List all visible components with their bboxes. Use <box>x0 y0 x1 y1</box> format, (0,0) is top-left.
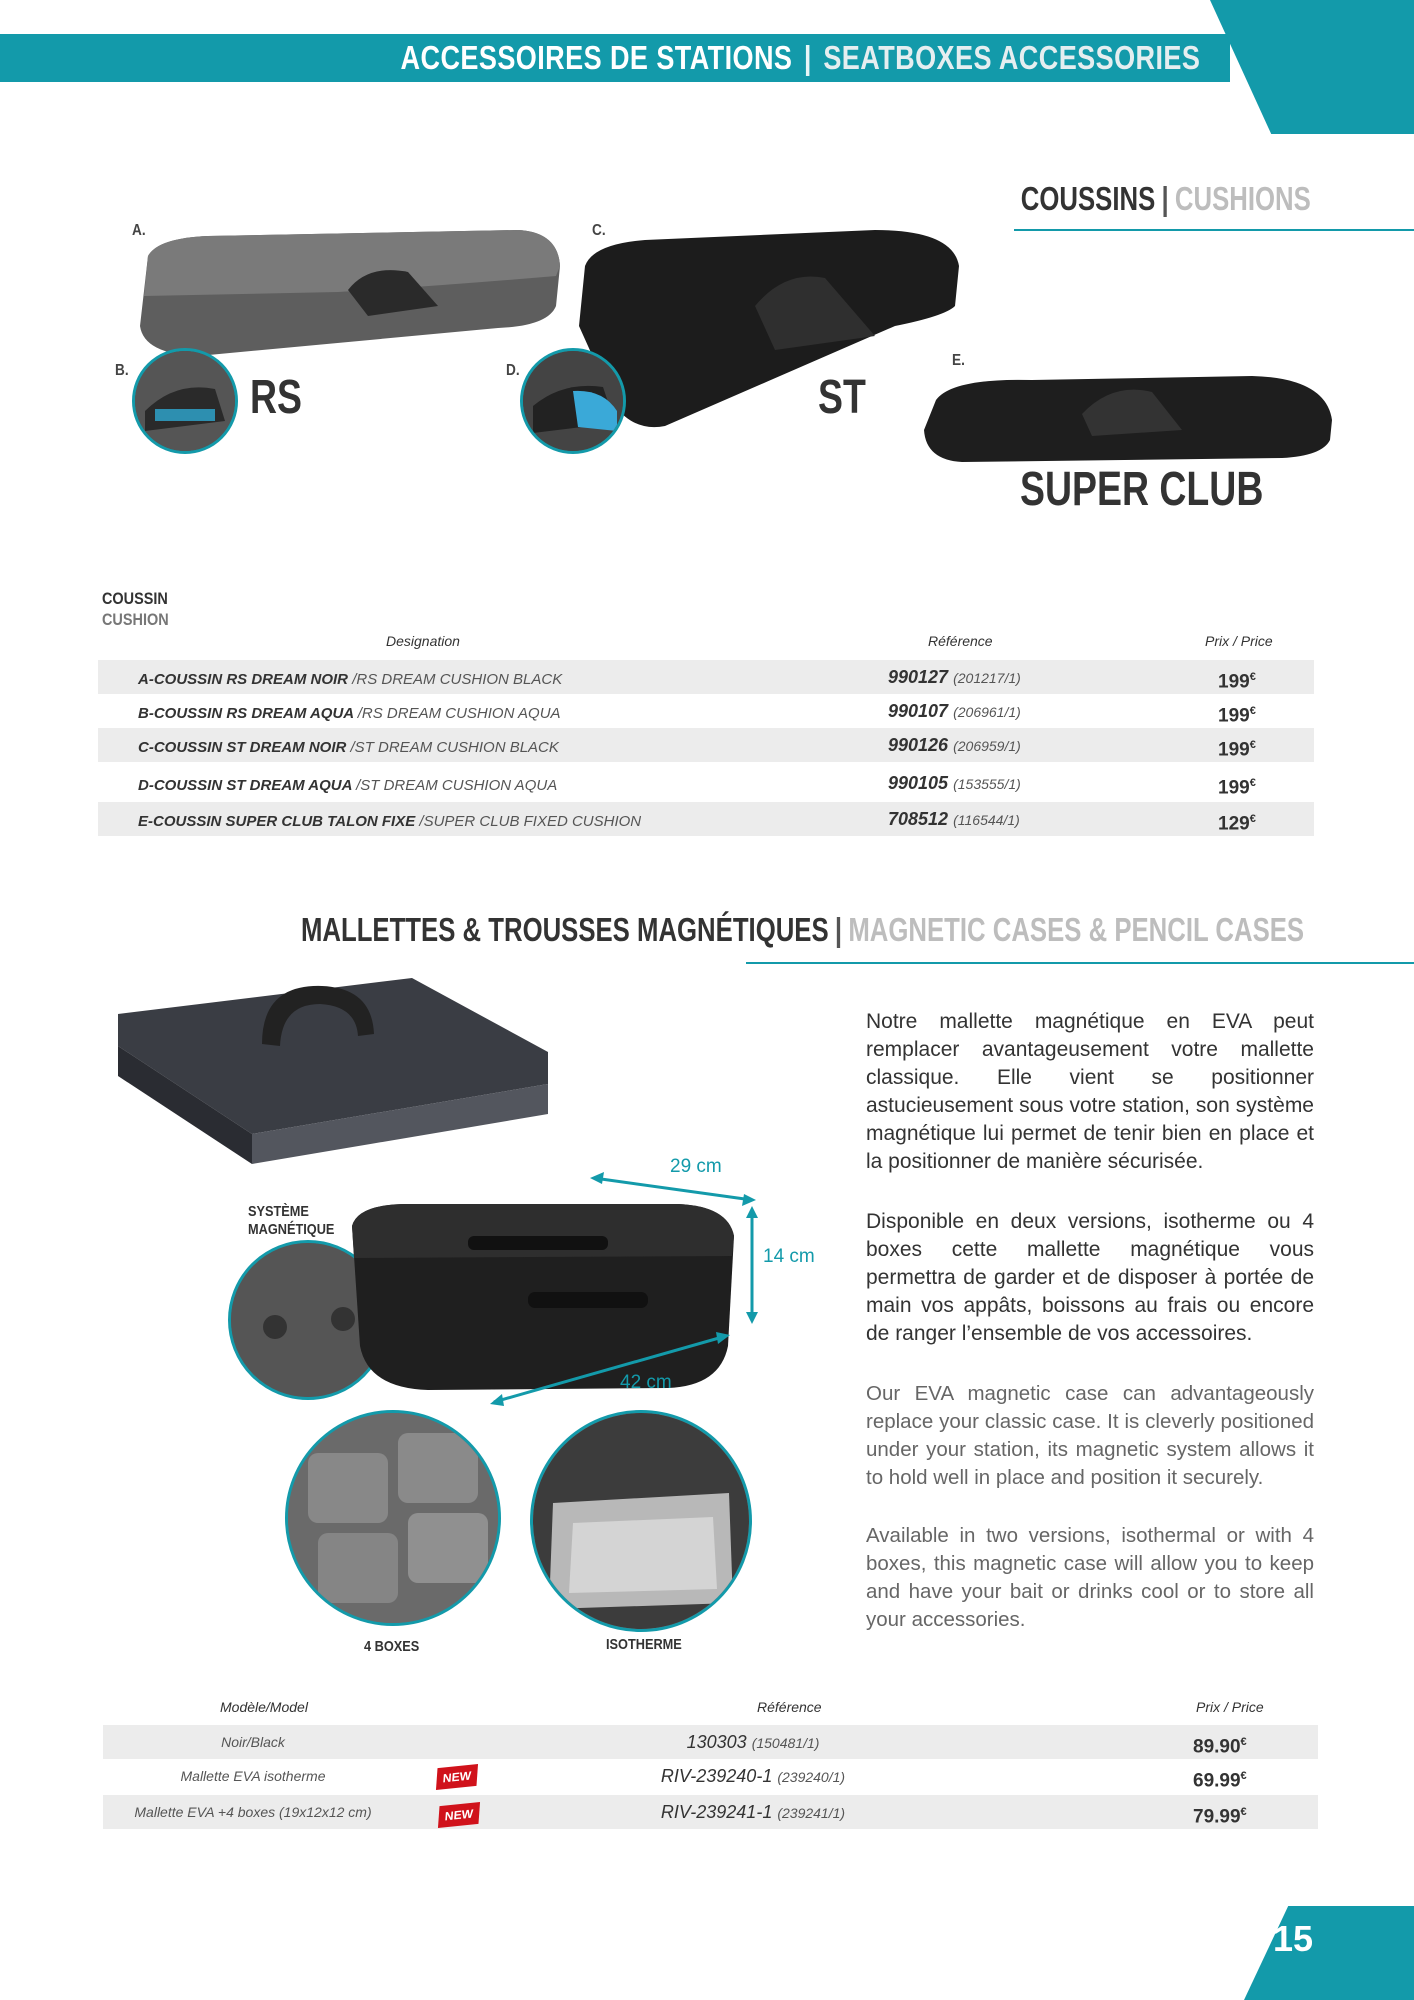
new-badge: NEW <box>438 1802 480 1828</box>
row-currency: € <box>1240 1806 1247 1818</box>
cushion-table-caption <box>102 588 169 630</box>
row-model: Mallette EVA +4 boxes (19x12x12 cm) <box>134 1804 372 1820</box>
row-designation-en: /SUPER CLUB FIXED CUSHION <box>419 813 642 830</box>
new-badge: NEW <box>436 1764 478 1790</box>
row-model: Mallette EVA isotherme <box>180 1768 326 1784</box>
cushion-name-st: ST <box>818 371 866 424</box>
cushion-header-reference: Référence <box>928 633 993 649</box>
magnetic-system-callout-line: SYSTÈME <box>248 1203 309 1220</box>
dimension-width-label: 29 cm <box>670 1156 722 1177</box>
page-header-title <box>400 34 1200 82</box>
magnetic-title-separator: | <box>834 911 842 948</box>
header-separator: | <box>803 39 812 76</box>
cushion-header-price: Prix / Price <box>1205 633 1273 649</box>
four-boxes-caption: 4 BOXES <box>364 1638 420 1655</box>
table-row <box>103 1725 1318 1759</box>
magnetic-title-en: MAGNETIC CASES & PENCIL CASES <box>848 911 1304 948</box>
description-fr-2: Disponible en deux versions, isotherme ou 4 boxes cette mallette magnétique vous permettra de garder et de disposer à portée de main vos appâts, boissons au frais ou encore de ranger l’ensemble de vos accessoires. <box>866 1210 1314 1345</box>
cushion-st-aqua-detail <box>520 348 626 454</box>
row-designation-fr: D-COUSSIN ST DREAM AQUA <box>138 777 352 794</box>
cushion-letter-d: D. <box>506 362 520 379</box>
cushions-section-title <box>1021 180 1311 218</box>
magnetic-header-reference: Référence <box>757 1699 822 1715</box>
cushion-name-rs: RS <box>250 371 303 424</box>
table-row <box>98 694 1314 728</box>
row-price: 199 <box>1218 777 1250 799</box>
row-designation-en: /RS DREAM CUSHION AQUA <box>357 705 561 722</box>
header-corner-tab <box>1210 0 1414 134</box>
cushion-caption-fr: COUSSIN <box>102 589 168 608</box>
table-row <box>98 766 1314 800</box>
row-designation-fr: C-COUSSIN ST DREAM NOIR <box>138 739 347 756</box>
row-reference: 708512 <box>888 809 949 829</box>
row-reference: 990107 <box>888 701 949 721</box>
row-designation-en: /ST DREAM CUSHION BLACK <box>350 739 559 756</box>
four-boxes-detail <box>285 1410 501 1626</box>
description-fr-1: Notre mallette magnétique en EVA peut remplacer avantageusement votre mallette classique. Elle vient se positionner astucieusement sous votre station, son système magnétique lui permet de tenir bien en place et la positionner de manière sécurisée. <box>866 1010 1314 1173</box>
row-price: 199 <box>1218 671 1250 693</box>
dimension-length-label: 42 cm <box>620 1372 672 1393</box>
table-row <box>98 802 1314 836</box>
cushion-rs-aqua-detail <box>132 348 238 454</box>
row-price: 199 <box>1218 739 1250 761</box>
dimension-height-label: 14 cm <box>763 1246 815 1267</box>
row-reference-sub: (206959/1) <box>953 738 1021 754</box>
row-reference-sub: (201217/1) <box>953 670 1021 686</box>
cushions-title-separator: | <box>1161 180 1169 217</box>
table-row <box>103 1795 1318 1829</box>
table-row <box>103 1759 1318 1793</box>
row-designation-fr: A-COUSSIN RS DREAM NOIR <box>138 671 349 688</box>
cushion-rs-black-photo <box>138 216 563 356</box>
row-reference-sub: (116544/1) <box>953 812 1020 828</box>
magnetic-case-photo <box>112 974 552 1174</box>
cushion-letter-b: B. <box>115 362 129 379</box>
row-price: 69.99 <box>1193 1770 1241 1792</box>
row-currency: € <box>1249 739 1256 751</box>
cushion-caption-en: CUSHION <box>102 610 169 629</box>
row-price: 79.99 <box>1193 1806 1241 1828</box>
isotherme-detail <box>530 1410 752 1632</box>
description-en-1: Our EVA magnetic case can advantageously replace your classic case. It is cleverly positioned under your station, its magnetic system allows it to hold well in place and position it securely. <box>866 1382 1314 1489</box>
row-reference-sub: (153555/1) <box>953 776 1021 792</box>
row-reference: 990127 <box>888 667 949 687</box>
row-currency: € <box>1249 813 1256 825</box>
table-row <box>98 728 1314 762</box>
isotherme-caption: ISOTHERME <box>606 1636 682 1653</box>
description-en-2: Available in two versions, isothermal or with 4 boxes, this magnetic case will allow you to keep and have your bait or drinks cool or to store all your accessories. <box>866 1524 1314 1631</box>
row-currency: € <box>1240 1770 1247 1782</box>
table-row <box>98 660 1314 694</box>
row-reference-sub: (239240/1) <box>777 1769 846 1785</box>
magnetic-title-fr: MALLETTES & TROUSSES MAGNÉTIQUES <box>300 911 829 948</box>
row-reference-sub: (150481/1) <box>751 1735 820 1751</box>
cushions-title-en: CUSHIONS <box>1175 180 1311 217</box>
row-reference-sub: (239241/1) <box>777 1805 846 1821</box>
row-currency: € <box>1249 671 1256 683</box>
row-designation-en: /RS DREAM CUSHION BLACK <box>352 671 563 688</box>
page-number: 15 <box>1272 1918 1314 1959</box>
row-currency: € <box>1240 1736 1247 1748</box>
row-price: 89.90 <box>1193 1736 1241 1758</box>
cushions-title-rule <box>1014 229 1414 231</box>
row-model: Noir/Black <box>221 1734 285 1750</box>
row-reference: 990105 <box>888 773 949 793</box>
header-title-en: SEATBOXES ACCESSORIES <box>822 39 1200 76</box>
cushions-title-fr: COUSSINS <box>1020 180 1156 217</box>
magnetic-system-callout <box>248 1203 334 1239</box>
cushion-letter-e: E. <box>952 352 965 369</box>
cushion-super-club-photo <box>922 370 1334 466</box>
row-currency: € <box>1249 705 1256 717</box>
row-designation-en: /ST DREAM CUSHION AQUA <box>356 777 558 794</box>
row-reference-sub: (206961/1) <box>953 704 1021 720</box>
cushion-header-designation: Designation <box>386 633 460 649</box>
row-designation-fr: E-COUSSIN SUPER CLUB TALON FIXE <box>138 813 416 830</box>
row-currency: € <box>1249 777 1256 789</box>
cushion-name-super-club: SUPER CLUB <box>1020 463 1264 516</box>
row-designation-fr: B-COUSSIN RS DREAM AQUA <box>138 705 354 722</box>
magnetic-section-title <box>301 911 1304 949</box>
magnetic-title-rule <box>746 962 1414 964</box>
header-title-fr: ACCESSOIRES DE STATIONS <box>400 39 793 76</box>
magnetic-system-callout-line: MAGNÉTIQUE <box>248 1221 335 1238</box>
magnetic-header-price: Prix / Price <box>1196 1699 1264 1715</box>
cushion-letter-c: C. <box>592 222 606 239</box>
row-price: 199 <box>1218 705 1250 727</box>
magnetic-header-model: Modèle/Model <box>220 1699 308 1715</box>
cushion-letter-a: A. <box>132 222 146 239</box>
row-reference: RIV-239240-1 <box>660 1766 773 1786</box>
cushion-st-black-photo <box>575 226 965 431</box>
row-reference: RIV-239241-1 <box>660 1802 773 1822</box>
row-price: 129 <box>1218 813 1250 835</box>
row-reference: 130303 <box>686 1732 747 1752</box>
row-reference: 990126 <box>888 735 949 755</box>
